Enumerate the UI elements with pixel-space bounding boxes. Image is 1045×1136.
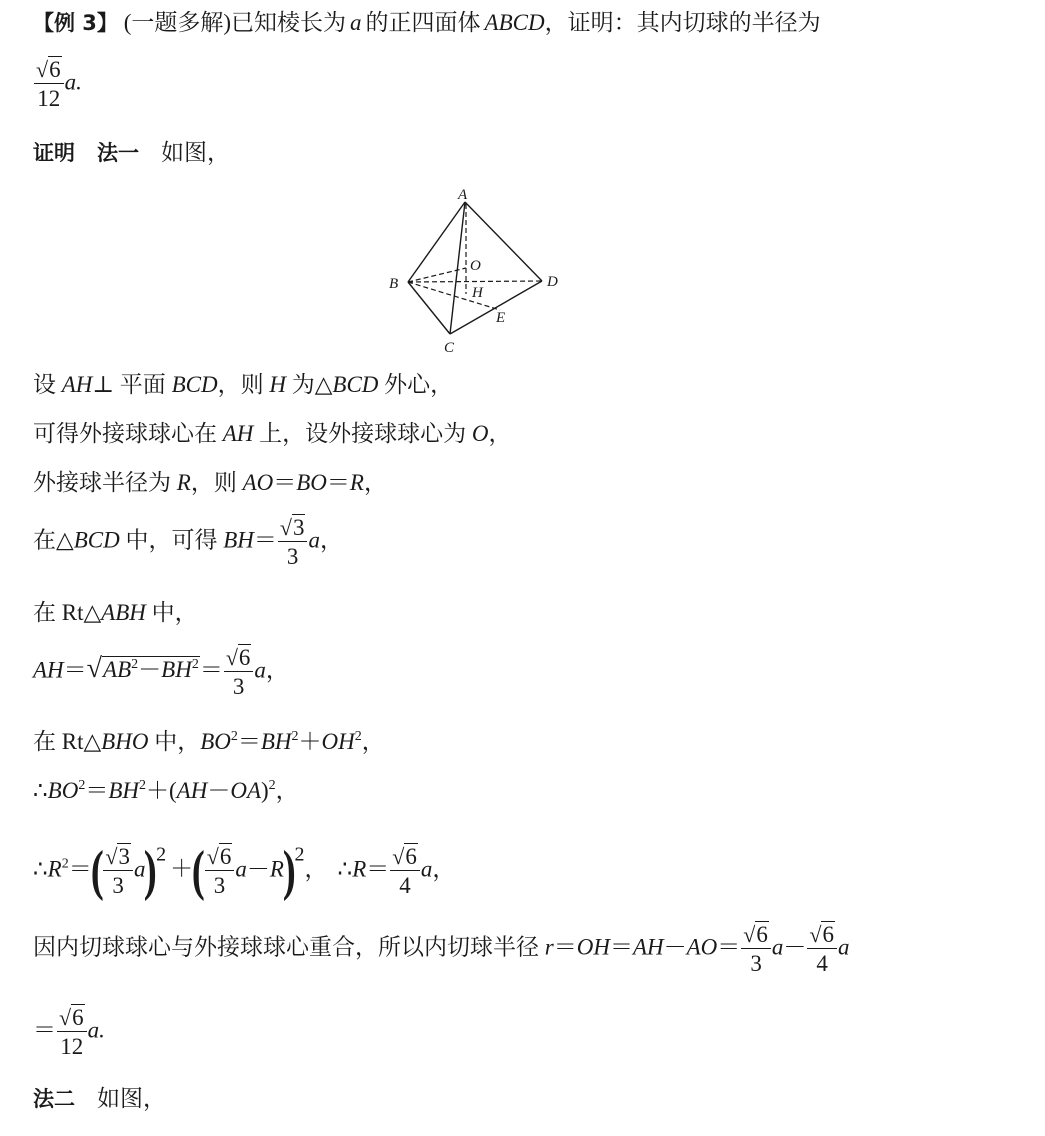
math-text: BO xyxy=(296,470,327,495)
math-text: 2 xyxy=(131,657,139,673)
math-text: a xyxy=(308,527,320,553)
math-text: － xyxy=(207,778,231,803)
math-text: 外心， xyxy=(378,372,454,397)
math-text: 2 xyxy=(354,729,362,744)
math-text: － xyxy=(663,934,687,960)
math-text: BH xyxy=(161,657,192,683)
math-text: ＋( xyxy=(145,778,177,803)
proof-step xyxy=(33,598,198,628)
math-text: ， xyxy=(304,856,328,882)
fraction: $\frac{√6}{12}$ xyxy=(57,1006,87,1058)
proof-step xyxy=(33,646,289,698)
proof-step xyxy=(33,370,453,400)
math-text: ⊥ 平面 xyxy=(92,372,172,397)
math-text: ， xyxy=(432,856,456,882)
math-text: ， xyxy=(361,729,385,754)
math-text: a xyxy=(420,856,433,882)
math-text: ) xyxy=(144,840,158,902)
math-text: 2 xyxy=(291,729,299,744)
proof-label: 证明 xyxy=(33,141,75,165)
problem-answer xyxy=(33,58,82,110)
math-text: 2 xyxy=(156,843,167,866)
math-text: ) xyxy=(261,778,269,803)
proof-text: 如图， xyxy=(161,140,230,165)
fraction: $\frac{√6}{3}$ xyxy=(205,845,235,897)
fraction: $\frac{√6}{12}$ xyxy=(34,58,64,110)
math-text: AB xyxy=(103,657,132,683)
math-text: 6 xyxy=(72,1005,84,1030)
math-text: 中， xyxy=(145,600,198,625)
math-text: 2 xyxy=(191,657,199,673)
math-text: AH xyxy=(176,778,208,803)
math-text: R xyxy=(47,856,62,882)
math-text: ＝ xyxy=(85,778,109,803)
math-text: 3 xyxy=(112,873,124,898)
math-text: a xyxy=(133,856,146,882)
math-text: － xyxy=(246,856,270,882)
math-text: 可得外接球球心在 xyxy=(33,421,223,446)
proof-header xyxy=(33,138,230,168)
proof-text: 如图， xyxy=(97,1086,166,1111)
math-text: 外接球半径为 xyxy=(33,470,177,495)
math-text: 3 xyxy=(286,544,299,569)
math-text: 6 xyxy=(238,645,251,670)
point-label-h: H xyxy=(472,285,483,301)
math-text: 3 xyxy=(118,844,130,869)
math-text: AH xyxy=(33,657,64,683)
proof-step xyxy=(33,468,387,498)
math-text: 3 xyxy=(232,674,245,699)
math-text: ， xyxy=(363,470,387,495)
math-text: 2 xyxy=(268,778,276,793)
math-text: OH xyxy=(321,729,355,754)
math-text: BO xyxy=(47,778,79,803)
math-text: 3 xyxy=(750,951,762,976)
vertex-label-d: D xyxy=(547,274,558,290)
math-text: AO xyxy=(686,934,718,960)
proof-step xyxy=(33,1006,105,1058)
math-text: AO xyxy=(242,470,274,495)
math-text: BH xyxy=(260,729,292,754)
square-root: $√AB^2-BH^2$ xyxy=(86,653,199,685)
math-text: － xyxy=(138,657,162,683)
math-text: 3 xyxy=(292,515,305,540)
math-text: ， xyxy=(265,657,289,683)
math-text: ABH xyxy=(101,600,146,625)
math-text: ＋ xyxy=(170,856,194,882)
method-label: 法二 xyxy=(33,1087,75,1111)
math-text: ＝ xyxy=(199,657,223,683)
math-text: 2 xyxy=(78,778,86,793)
math-text: 2 xyxy=(294,843,305,866)
math-text: 上，设外接球球心为 xyxy=(253,421,472,446)
math-text: ∴ xyxy=(33,856,48,882)
math-text: 6 xyxy=(219,844,232,869)
math-text: a xyxy=(254,657,266,683)
math-text: ＋ xyxy=(298,729,322,754)
math-var: a xyxy=(350,10,362,35)
method-label: 法一 xyxy=(97,141,139,165)
example-tag: 【例 3】 xyxy=(33,11,118,35)
math-text: ＝ xyxy=(366,856,390,882)
point-label-e: E xyxy=(496,310,506,326)
math-text: 4 xyxy=(399,873,411,898)
math-text: ＝ xyxy=(63,657,87,683)
problem-text: (一题多解)已知棱长为 xyxy=(123,10,347,35)
fraction: $\frac{√6}{4}$ xyxy=(390,845,420,897)
math-text: ＝ xyxy=(253,527,277,553)
math-text: a xyxy=(771,934,784,960)
math-text: ＝ xyxy=(68,856,92,882)
math-text: O xyxy=(471,421,489,446)
proof-step xyxy=(33,516,343,568)
math-text: ( xyxy=(191,840,205,902)
math-text: BCD xyxy=(332,372,379,397)
math-text: 6 xyxy=(756,922,768,947)
math-text: OA xyxy=(230,778,261,803)
math-text: 6 xyxy=(405,844,417,869)
math-text: H xyxy=(269,372,286,397)
math-text: 中， xyxy=(148,729,201,754)
math-text: r xyxy=(544,934,554,960)
fraction: $\frac{√3}{3}$ xyxy=(278,516,308,568)
math-text: ， xyxy=(275,778,299,803)
proof-step xyxy=(33,923,849,975)
fraction: $\frac{√3}{3}$ xyxy=(103,845,133,897)
math-text: ＝ xyxy=(326,470,350,495)
math-text: 在 Rt△ xyxy=(33,600,102,625)
fraction: $\frac{√6}{3}$ xyxy=(224,646,254,698)
math-text: ＝ xyxy=(237,729,261,754)
problem-text: 的正四面体 xyxy=(365,10,481,35)
math-text: ＝ xyxy=(609,934,633,960)
math-text: 在 Rt△ xyxy=(33,729,102,754)
math-text: R xyxy=(269,856,284,882)
proof-step xyxy=(33,776,299,806)
tetrahedron-diagram xyxy=(380,182,570,357)
fraction: $\frac{√6}{4}$ xyxy=(807,923,837,975)
math-text: 3 xyxy=(213,873,226,898)
math-text: AH xyxy=(222,421,254,446)
problem-text: ，证明：其内切球的半径为 xyxy=(544,10,821,35)
math-text: ∴ xyxy=(337,856,353,882)
math-text: 12 xyxy=(60,1034,84,1059)
math-var: ABCD xyxy=(484,10,545,35)
vertex-label-c: C xyxy=(444,340,455,356)
point-label-o: O xyxy=(470,258,481,274)
math-text: ， xyxy=(488,421,512,446)
math-text: ( xyxy=(90,840,104,902)
math-text: AH xyxy=(632,934,664,960)
proof-step xyxy=(33,727,385,757)
math-text: 4 xyxy=(816,951,828,976)
math-text: 中，可得 xyxy=(119,527,224,553)
math-text: 因内切球球心与外接球球心重合，所以内切球半径 xyxy=(33,934,545,960)
math-text: R xyxy=(352,856,367,882)
math-text: ＝ xyxy=(33,1017,56,1043)
math-text: a. xyxy=(87,1017,105,1043)
math-text: BH xyxy=(108,778,139,803)
math-text: － xyxy=(783,934,807,960)
fraction: $\frac{√6}{3}$ xyxy=(741,923,771,975)
math-text: 6 xyxy=(822,922,834,947)
math-text: 2 xyxy=(61,856,69,872)
math-text: ＝ xyxy=(553,934,577,960)
math-text: a xyxy=(837,934,850,960)
denominator: 12 xyxy=(37,86,61,111)
method2-header xyxy=(33,1084,166,1114)
math-text: BCD xyxy=(171,372,218,397)
math-text: BO xyxy=(200,729,231,754)
math-text: ＝ xyxy=(717,934,741,960)
math-text: ，则 xyxy=(190,470,243,495)
vertex-label-a: A xyxy=(458,187,468,203)
math-text: ＝ xyxy=(273,470,297,495)
math-text: ∴ xyxy=(33,778,48,803)
math-text: AH xyxy=(61,372,93,397)
math-text: 为△ xyxy=(285,372,333,397)
math-text: R xyxy=(349,470,364,495)
math-text: 2 xyxy=(230,729,238,744)
math-text: BHO xyxy=(101,729,149,754)
radicand: 6 xyxy=(49,57,61,82)
math-text: 在△ xyxy=(33,527,74,553)
math-text: ， xyxy=(319,527,343,553)
math-text: a xyxy=(235,856,247,882)
vertex-label-b: B xyxy=(389,276,399,292)
math-text: ，则 xyxy=(217,372,270,397)
proof-step xyxy=(33,840,456,902)
math-text: ) xyxy=(282,840,296,902)
math-text: OH xyxy=(576,934,610,960)
math-text: 2 xyxy=(138,778,146,793)
math-text: BH xyxy=(223,527,254,553)
problem-statement xyxy=(33,8,821,38)
math-var: a. xyxy=(64,69,82,95)
proof-step xyxy=(33,419,512,449)
math-text: BCD xyxy=(73,527,120,553)
math-text: R xyxy=(176,470,191,495)
math-text: 设 xyxy=(33,372,62,397)
